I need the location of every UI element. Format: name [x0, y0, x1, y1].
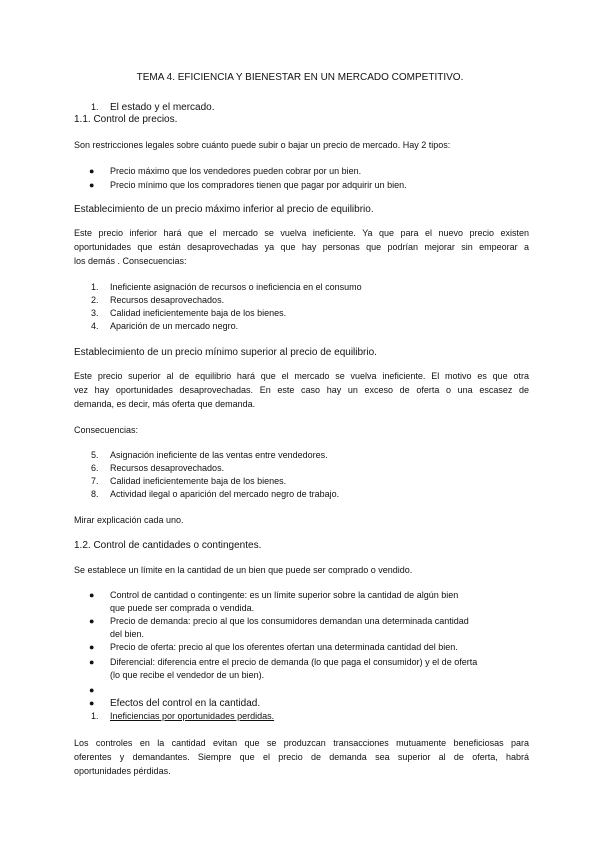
list-number: 7. — [91, 476, 99, 486]
list-item: Precio máximo que los vendedores pueden cobrar por un bien. — [110, 166, 362, 176]
note-paragraph: Mirar explicación cada uno. — [74, 515, 184, 525]
paragraph-line: demanda, es decir, más oferta que demanda. — [74, 399, 256, 409]
list-number: 8. — [91, 489, 99, 499]
list-item: Recursos desaprovechados. — [110, 295, 225, 305]
list-number: 1. — [91, 282, 99, 292]
list-number: 2. — [91, 295, 99, 305]
list-item: Aparición de un mercado negro. — [110, 321, 239, 331]
bullet-icon: ● — [89, 642, 95, 652]
list-item: Asignación ineficiente de las ventas entre vendedores. — [110, 450, 328, 460]
intro-paragraph: Son restricciones legales sobre cuánto puede subir o bajar un precio de mercado. Hay 2 tipos: — [74, 140, 451, 150]
document-title: TEMA 4. EFICIENCIA Y BIENESTAR EN UN MERCADO COMPETITIVO. — [136, 72, 464, 83]
list-item: Control de cantidad o contingente: es un límite superior sobre la cantidad de algún bien — [110, 590, 459, 600]
paragraph-line: oportunidades que están desaprovechadas ya que hay personas que podrían mejorar sin empeorar a — [74, 242, 529, 252]
paragraph-line: Este precio superior al de equilibrio hará que el mercado se vuelva ineficiente. El motivo es que otra — [74, 371, 529, 381]
list-item: Actividad ilegal o aparición del mercado negro de trabajo. — [110, 489, 340, 499]
section-number: 1. — [91, 102, 99, 112]
list-number: 1. — [91, 711, 99, 721]
list-item: Recursos desaprovechados. — [110, 463, 225, 473]
list-item-continuation: que puede ser comprada o vendida. — [110, 603, 255, 613]
bullet-icon: ● — [89, 180, 95, 190]
subsection-heading-quantities: 1.2. Control de cantidades o contingentes. — [74, 540, 262, 551]
list-number: 5. — [91, 450, 99, 460]
heading-min-price: Establecimiento de un precio mínimo superior al precio de equilibrio. — [74, 347, 377, 358]
paragraph-line: Este precio inferior hará que el mercado se vuelva ineficiente. Ya que para el nuevo precio existen — [74, 228, 529, 238]
list-item: Calidad ineficientemente baja de los bienes. — [110, 476, 287, 486]
bullet-icon: ● — [89, 590, 95, 600]
list-item: Precio de demanda: precio al que los consumidores demandan una determinada cantidad — [110, 616, 469, 626]
bullet-icon: ● — [89, 616, 95, 626]
paragraph-line: Los controles en la cantidad evitan que se produzcan transacciones mutuamente beneficiosas para — [74, 738, 529, 748]
list-item: Precio mínimo que los compradores tienen que pagar por adquirir un bien. — [110, 180, 407, 190]
list-item: Precio de oferta: precio al que los oferentes ofertan una determinada cantidad del bien. — [110, 642, 458, 652]
list-number: 3. — [91, 308, 99, 318]
bullet-icon: ● — [89, 685, 95, 695]
list-item-underlined: Ineficiencias por oportunidades perdidas. — [110, 711, 275, 721]
paragraph-line: vez hay oportunidades desaprovechadas. En este caso hay un exceso de oferta o una escasez de — [74, 385, 529, 395]
list-item-continuation: del bien. — [110, 629, 145, 639]
list-item: Diferencial: diferencia entre el precio de demanda (lo que paga el consumidor) y el de oferta — [110, 657, 478, 667]
list-item: Calidad ineficientemente baja de los bienes. — [110, 308, 287, 318]
section-heading: El estado y el mercado. — [110, 102, 215, 113]
list-number: 4. — [91, 321, 99, 331]
heading-max-price: Establecimiento de un precio máximo inferior al precio de equilibrio. — [74, 204, 374, 215]
bullet-icon: ● — [89, 166, 95, 176]
list-item: Efectos del control en la cantidad. — [110, 698, 261, 709]
subsection-heading-prices: 1.1. Control de precios. — [74, 114, 178, 125]
list-item: Ineficiente asignación de recursos o ineficiencia en el consumo — [110, 282, 362, 292]
bullet-icon: ● — [89, 657, 95, 667]
paragraph-line: oferentes y demandantes. Siempre que el precio de demanda sea superior al de oferta, habrá — [74, 752, 529, 762]
consequences-label: Consecuencias: — [74, 425, 139, 435]
bullet-icon: ● — [89, 698, 95, 708]
paragraph-line: los demás . Consecuencias: — [74, 256, 187, 266]
list-number: 6. — [91, 463, 99, 473]
paragraph-line: oportunidades pérdidas. — [74, 766, 171, 776]
limit-paragraph: Se establece un límite en la cantidad de un bien que puede ser comprado o vendido. — [74, 565, 413, 575]
list-item-continuation: (lo que recibe el vendedor de un bien). — [110, 670, 265, 680]
